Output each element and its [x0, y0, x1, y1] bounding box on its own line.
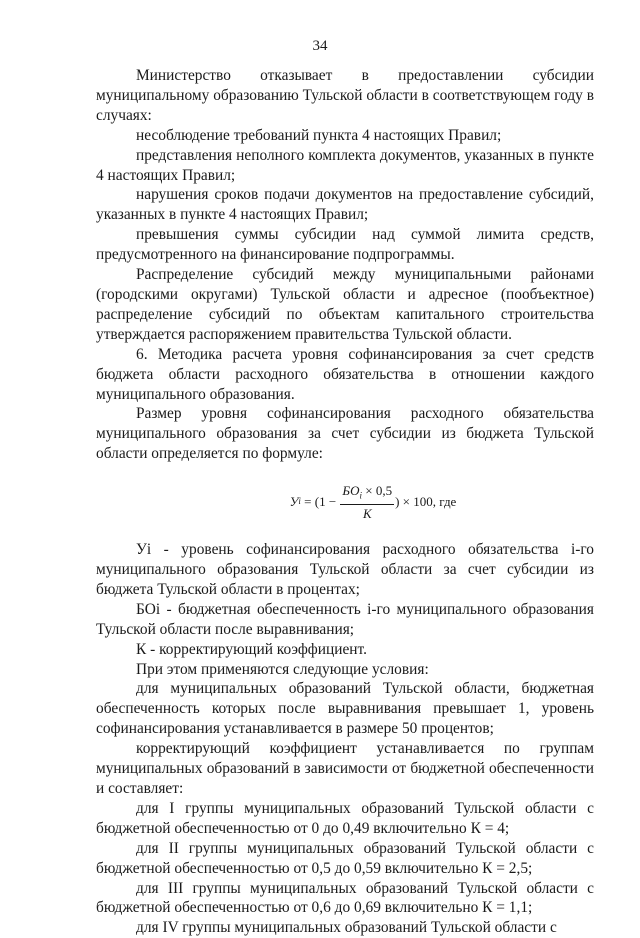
formula-numerator [340, 483, 394, 506]
formula-fraction [340, 483, 394, 522]
paragraph: для IV группы муниципальных образований Тульской области с [136, 919, 557, 937]
formula-block [96, 464, 594, 540]
formula-denominator [363, 505, 372, 521]
page-number: 34 [312, 38, 328, 54]
paragraphs-after [96, 540, 594, 938]
paragraph: Распределение субсидий между муниципальными районами (городскими округами) Тульской области и адресное (пообъектное) распределение субсидий по объектам капитального строительства утверждается распоряжением правительства Тульской области. [96, 266, 594, 343]
paragraph: корректирующий коэффициент устанавливается по группам муниципальных образований в зависимости от бюджетной обеспеченности и составляет: [96, 740, 594, 797]
paragraph: БОi - бюджетная обеспеченность i-го муниципального образования Тульской области после выравнивания; [96, 600, 594, 638]
paragraph: представления неполного комплекта документов, указанных в пункте 4 настоящих Правил; [96, 146, 594, 184]
formula-numerator-sub: i [359, 490, 362, 501]
paragraph: Министерство отказывает в предоставлении субсидии муниципальному образованию Тульской области в соответствующем году в случаях: [96, 67, 594, 124]
formula-lhs-sub: i [298, 496, 301, 507]
paragraphs-before [96, 66, 594, 464]
paragraph: Уi - уровень софинансирования расходного обязательства i-го муниципального образования Тульской области за счет субсидии из бюджета Тульской области в процентах; [96, 541, 594, 598]
paragraph: При этом применяются следующие условия: [136, 660, 429, 678]
paragraph: Размер уровня софинансирования расходного обязательства муниципального образования за счет субсидии из бюджета Тульской области определяется по формуле: [96, 405, 594, 463]
paragraph: для муниципальных образований Тульской области, бюджетная обеспеченность которых после выравнивания превышает 1, уровень софинансирования устанавливается в размере 50 процентов; [96, 680, 594, 738]
formula [290, 483, 457, 522]
paragraph: превышения суммы субсидии над суммой лимита средств, предусмотренного на финансирование подпрограммы. [96, 226, 594, 264]
formula-eq-open: = (1 − [300, 494, 340, 510]
formula-numerator-rest: × 0,5 [362, 482, 393, 498]
paragraph: нарушения сроков подачи документов на предоставление субсидий, указанных в пункте 4 настоящих Правил; [96, 186, 594, 224]
paragraph: К - корректирующий коэффициент. [136, 640, 367, 658]
paragraph: для III группы муниципальных образований Тульской области с бюджетной обеспеченностью от 0,6 до 0,69 включительно К = 1,1; [96, 879, 594, 917]
formula-denominator-var: К [362, 506, 372, 522]
paragraph: для I группы муниципальных образований Тульской области с бюджетной обеспеченностью от 0 до 0,49 включительно К = 4; [96, 799, 594, 837]
formula-lhs: У [289, 494, 299, 510]
document-body [96, 66, 594, 938]
paragraph: несоблюдение требований пункта 4 настоящих Правил; [136, 126, 502, 144]
formula-numerator-var: БО [342, 482, 360, 498]
formula-tail: ) × 100, где [395, 494, 457, 510]
paragraph: для II группы муниципальных образований Тульской области с бюджетной обеспеченностью от 0,5 до 0,59 включительно К = 2,5; [96, 839, 594, 877]
paragraph: 6. Методика расчета уровня софинансирования за счет средств бюджета области расходного обязательства в отношении каждого муниципального образования. [96, 345, 594, 403]
